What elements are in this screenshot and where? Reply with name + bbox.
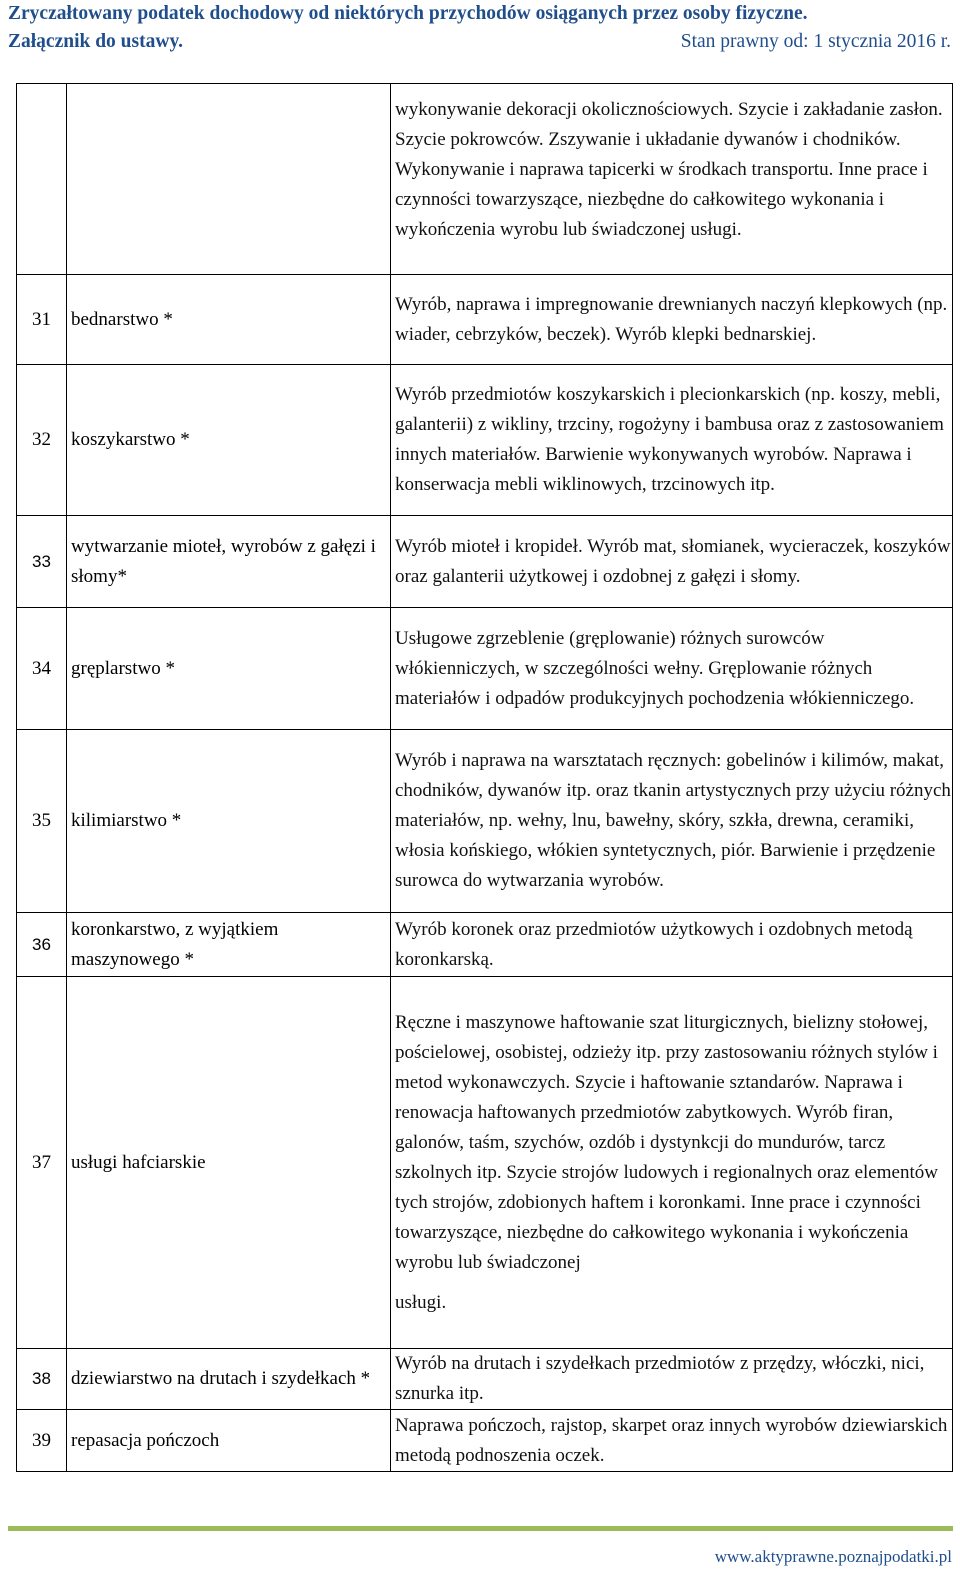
activity-description: wykonywanie dekoracji okolicznościowych. Szycie i zakładanie zasłon. Szycie pokrowców. Zszywanie i układanie dywanów i chodników. Wykonywanie i naprawa tapicerki w środkach transportu. Inne prace i czynności towarzyszące, niezbędne do całkowitego wykonania i wykończenia wyrobu lub świadczonej usługi. (391, 84, 953, 275)
document-header (8, 0, 953, 56)
activity-name: gręplarstwo * (67, 608, 391, 730)
activity-name: koronkarstwo, z wyjątkiem maszynowego * (67, 913, 391, 977)
activity-name: koszykarstwo * (67, 365, 391, 516)
table-row (17, 977, 953, 1349)
row-number: 32 (17, 365, 67, 516)
legal-status: Stan prawny od: 1 stycznia 2016 r. (680, 31, 951, 52)
row-number: 36 (17, 913, 67, 977)
activity-description: Wyrób koronek oraz przedmiotów użytkowych i ozdobnych metodą koronkarską. (391, 913, 953, 977)
footer-rule (8, 1526, 953, 1531)
table-row (17, 516, 953, 608)
row-number: 38 (17, 1349, 67, 1410)
table-row (17, 730, 953, 913)
activity-description: Usługowe zgrzeblenie (gręplowanie) różnych surowców włókienniczych, w szczególności wełny. Gręplowanie różnych materiałów i odpadów produkcyjnych pochodzenia włókienniczego. (391, 608, 953, 730)
activity-description-cell (391, 977, 953, 1349)
activity-description: Naprawa pończoch, rajstop, skarpet oraz innych wyrobów dziewiarskich metodą podnoszenia oczek. (391, 1410, 953, 1472)
row-number: 35 (17, 730, 67, 913)
table-row (17, 608, 953, 730)
table-row (17, 1410, 953, 1472)
activity-name: usługi hafciarskie (67, 977, 391, 1349)
table-row (17, 275, 953, 365)
activity-name: wytwarzanie mioteł, wyrobów z gałęzi i słomy* (67, 516, 391, 608)
document-title: Zryczałtowany podatek dochodowy od niektórych przychodów osiąganych przez osoby fizyczne. (8, 3, 808, 24)
row-number: 33 (17, 516, 67, 608)
row-number: 37 (17, 977, 67, 1349)
activity-description-tail: usługi. (395, 1291, 447, 1313)
activities-table (16, 83, 953, 1472)
footer-url: www.aktyprawne.poznajpodatki.pl (714, 1547, 952, 1566)
activity-name: dziewiarstwo na drutach i szydełkach * (67, 1349, 391, 1410)
activity-description: Ręczne i maszynowe haftowanie szat liturgicznych, bielizny stołowej, pościelowej, osobistej, odzieży itp. przy zastosowaniu różnych stylów i metod wykonawczych. Szycie i haftowanie sztandarów. Naprawa i renowacja haftowanych przedmiotów zabytkowych. Wyrób firan, galonów, taśm, szychów, ozdób i dystynkcji do mundurów, tarcz szkolnych itp. Szycie strojów ludowych i regionalnych oraz elementów tych strojów, zdobionych haftem i koronkami. Inne prace i czynności towarzyszące, niezbędne do całkowitego wykonania i wykończenia wyrobu lub świadczonej (395, 1011, 938, 1273)
row-number: 39 (17, 1410, 67, 1472)
table-row (17, 913, 953, 977)
row-number: 31 (17, 275, 67, 365)
row-number-cell (17, 84, 67, 275)
activity-description: Wyrób i naprawa na warsztatach ręcznych: gobelinów i kilimów, makat, chodników, dywanów itp. oraz tkanin artystycznych przy użyciu różnych materiałów, np. wełny, lnu, bawełny, skóry, szkła, drewna, ceramiki, włosia końskiego, włókien syntetycznych, piór. Barwienie i przędzenie surowca do wytwarzania wyrobów. (391, 730, 953, 913)
activity-description: Wyrób na drutach i szydełkach przedmiotów z przędzy, włóczki, nici, sznurka itp. (391, 1349, 953, 1410)
activity-name: kilimiarstwo * (67, 730, 391, 913)
activity-description: Wyrób przedmiotów koszykarskich i plecionkarskich (np. koszy, mebli, galanterii) z wikliny, trzciny, rogożyny i bambusa oraz z zastosowaniem innych materiałów. Barwienie wykonywanych wyrobów. Naprawa i konserwacja mebli wiklinowych, trzcinowych itp. (391, 365, 953, 516)
activity-description: Wyrób mioteł i kropideł. Wyrób mat, słomianek, wycieraczek, koszyków oraz galanterii użytkowej i ozdobnej z gałęzi i słomy. (391, 516, 953, 608)
document-subtitle: Załącznik do ustawy. (8, 31, 183, 52)
activity-name-cell (67, 84, 391, 275)
table-row (17, 84, 953, 275)
activity-name: bednarstwo * (67, 275, 391, 365)
table-row (17, 365, 953, 516)
table-row (17, 1349, 953, 1410)
activity-description: Wyrób, naprawa i impregnowanie drewnianych naczyń klepkowych (np. wiader, cebrzyków, beczek). Wyrób klepki bednarskiej. (391, 275, 953, 365)
activity-name: repasacja pończoch (67, 1410, 391, 1472)
row-number: 34 (17, 608, 67, 730)
